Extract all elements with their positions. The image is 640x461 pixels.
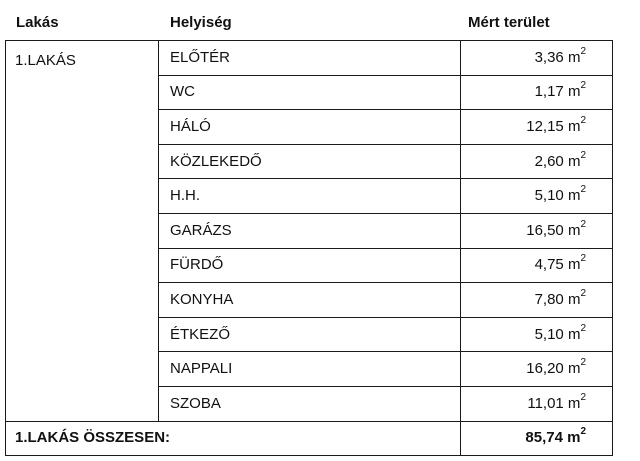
unit-exponent: 2: [580, 287, 586, 299]
room-name: ÉTKEZŐ: [159, 317, 461, 352]
room-area-table: [5, 40, 613, 456]
room-name: H.H.: [159, 179, 461, 214]
header-lakas: Lakás: [16, 14, 59, 31]
area-value: 4,75 m: [534, 256, 581, 274]
area-value: 16,20 m: [526, 360, 581, 378]
room-name: FÜRDŐ: [159, 248, 461, 283]
room-area: [461, 144, 613, 179]
room-area: [461, 352, 613, 387]
total-label: 1.LAKÁS ÖSSZESEN:: [6, 421, 461, 456]
unit-exponent: 2: [580, 184, 586, 196]
room-area: [461, 41, 613, 76]
unit-exponent: 2: [580, 80, 586, 92]
room-name: NAPPALI: [159, 352, 461, 387]
area-value: 1,17 m: [534, 83, 581, 101]
room-area: [461, 179, 613, 214]
room-area: [461, 75, 613, 110]
unit-exponent: 2: [580, 114, 586, 126]
room-area: [461, 110, 613, 145]
area-value: 5,10 m: [534, 325, 581, 343]
room-name: ELŐTÉR: [159, 41, 461, 76]
room-area: [461, 283, 613, 318]
area-value: 12,15 m: [526, 117, 581, 135]
unit-exponent: 2: [580, 322, 586, 334]
unit-exponent: 2: [580, 357, 586, 369]
room-name: HÁLÓ: [159, 110, 461, 145]
unit-exponent: 2: [580, 218, 586, 230]
apartment-name: 1.LAKÁS: [6, 41, 159, 422]
room-area: [461, 213, 613, 248]
room-area: [461, 317, 613, 352]
room-name: GARÁZS: [159, 213, 461, 248]
total-area-value: 85,74 m: [525, 429, 581, 447]
total-row: [6, 421, 613, 456]
unit-exponent: 2: [580, 253, 586, 265]
header-helyiseg: Helyiség: [170, 14, 232, 31]
area-value: 5,10 m: [534, 187, 581, 205]
room-area: [461, 248, 613, 283]
area-value: 2,60 m: [534, 152, 581, 170]
unit-exponent: 2: [580, 149, 586, 161]
room-name: SZOBA: [159, 386, 461, 421]
table-header: [0, 0, 640, 40]
unit-exponent: 2: [580, 426, 586, 438]
room-area: [461, 386, 613, 421]
room-name: WC: [159, 75, 461, 110]
unit-exponent: 2: [580, 45, 586, 57]
area-value: 16,50 m: [526, 221, 581, 239]
area-value: 7,80 m: [534, 290, 581, 308]
total-area: [461, 421, 613, 456]
header-mert-terulet: Mért terület: [468, 14, 550, 31]
room-name: KONYHA: [159, 283, 461, 318]
table-row: [6, 41, 613, 76]
area-value: 3,36 m: [534, 48, 581, 66]
unit-exponent: 2: [580, 391, 586, 403]
area-value: 11,01 m: [527, 394, 581, 412]
room-name: KÖZLEKEDŐ: [159, 144, 461, 179]
